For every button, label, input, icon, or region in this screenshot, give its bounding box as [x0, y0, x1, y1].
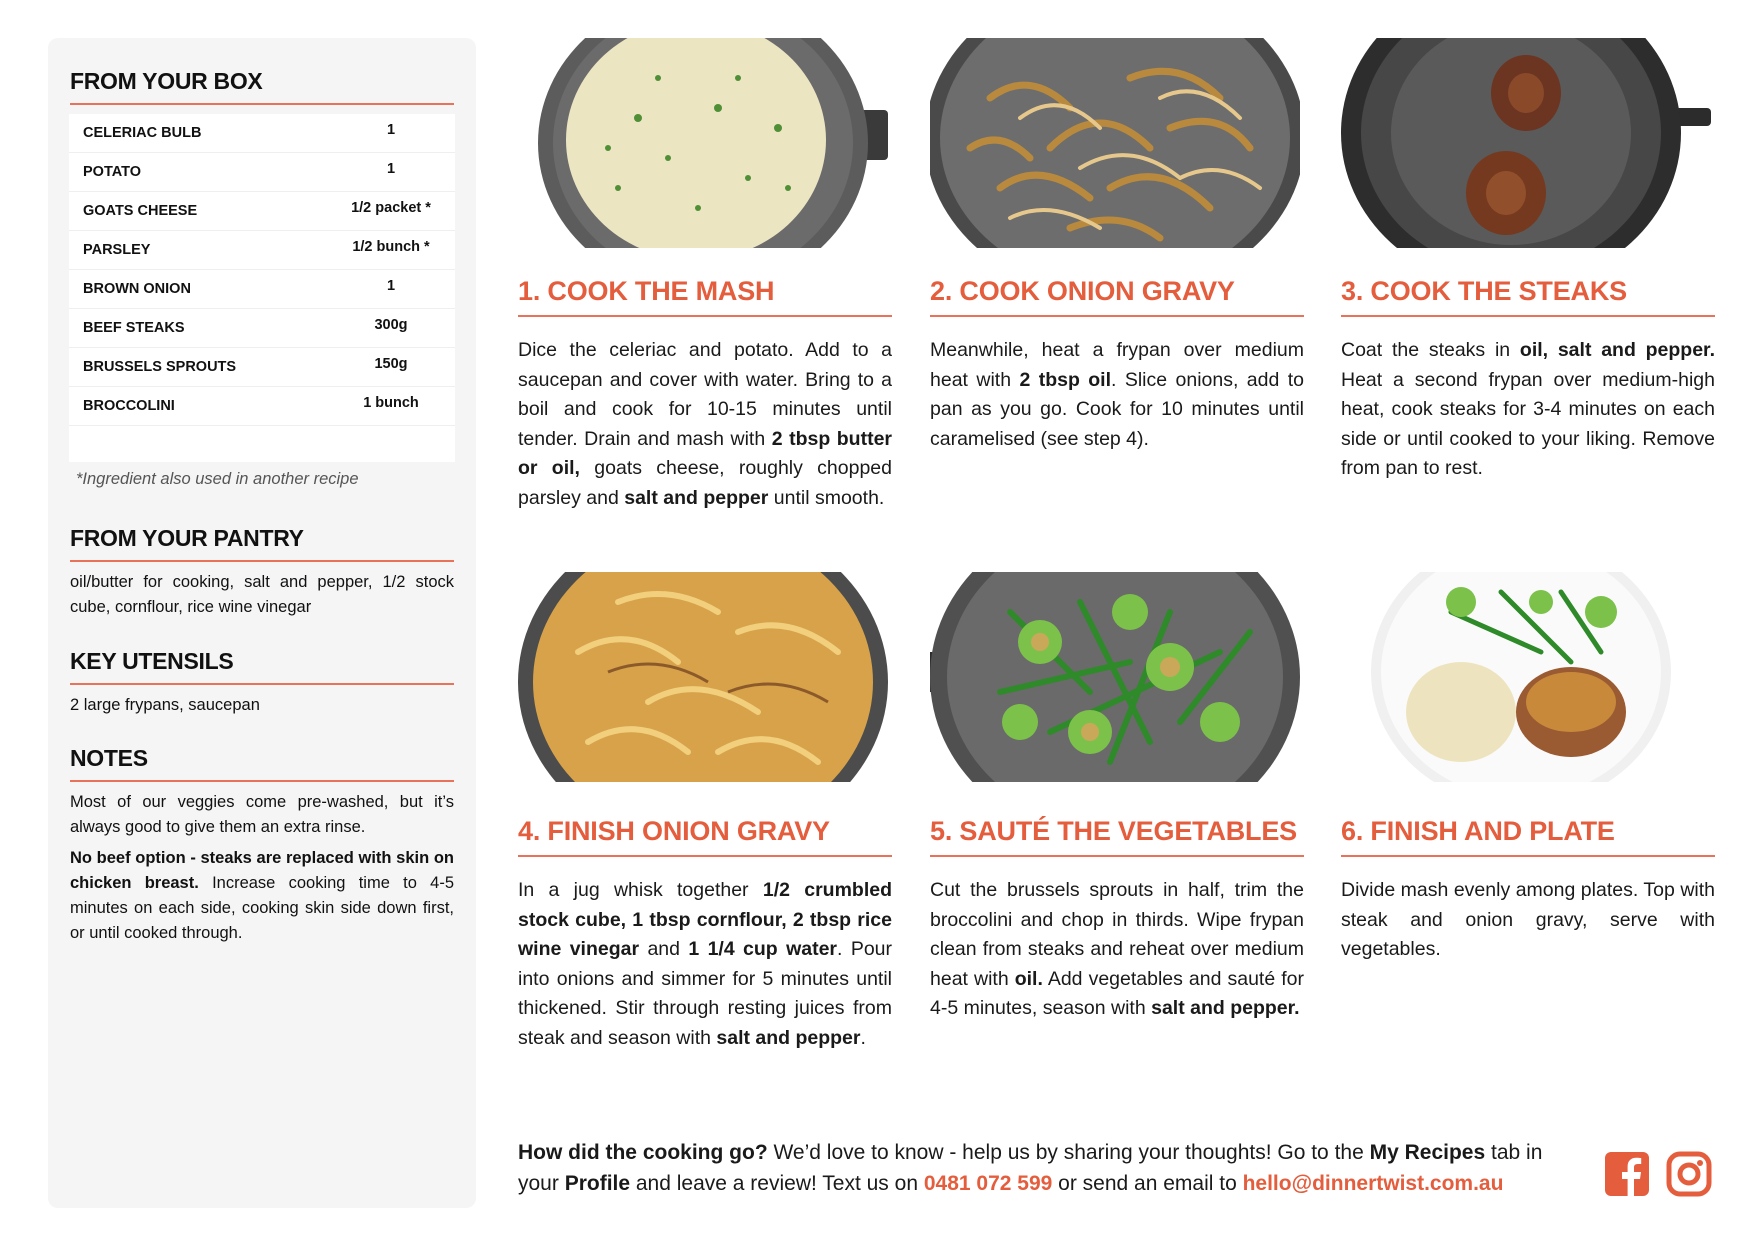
ingredient-row: [69, 387, 455, 426]
instagram-icon[interactable]: [1665, 1150, 1713, 1198]
ingredient-row: [69, 231, 455, 270]
step-5-heading: 5. SAUTÉ THE VEGETABLES: [930, 816, 1304, 857]
ingredient-row: [69, 153, 455, 192]
ingredient-name: BEEF STEAKS: [83, 320, 185, 336]
step-text-bold: oil, salt and pepper.: [1519, 339, 1715, 361]
profile-link[interactable]: Profile: [564, 1172, 631, 1195]
step-text-run: . Pour into onions and simmer for 5 minutes until thickened. Stir through resting juices from steak and season with: [518, 938, 893, 1049]
step-text-run: Add vegetables and sauté for 4-5 minutes, season with: [930, 967, 1304, 1019]
ingredient-name: BRUSSELS SPROUTS: [83, 359, 237, 375]
step-text-bold: salt and pepper.: [1151, 997, 1300, 1019]
key-utensils-heading: KEY UTENSILS: [70, 648, 454, 685]
notes-heading: NOTES: [70, 745, 454, 782]
step-6-photo-plate: [1341, 572, 1711, 782]
ingredient-row: [69, 270, 455, 309]
from-your-box-heading: FROM YOUR BOX: [70, 68, 454, 105]
step-text-run: .: [860, 1026, 866, 1049]
email-link[interactable]: hello@dinnertwist.com.au: [1242, 1172, 1504, 1195]
notes-rest: Increase cooking time to 4-5 minutes on each side, cooking skin side down first, or until cooked through.: [70, 874, 455, 942]
step-1-photo-mash: [518, 38, 888, 248]
step-3-heading: 3. COOK THE STEAKS: [1341, 276, 1715, 317]
notes-text-1: Most of our veggies come pre-washed, but it’s always good to give them an extra rinse.: [70, 793, 454, 836]
ingredient-row: [69, 309, 455, 348]
ingredient-table: [69, 114, 455, 462]
utensils-text: 2 large frypans, saucepan: [70, 696, 260, 714]
step-text-run: Cut the brussels sprouts in half, trim the broccolini and chop in thirds. Wipe frypan clean from steaks and reheat over medium heat with: [930, 879, 1304, 990]
footer-text-3: and leave a review! Text us on: [630, 1172, 924, 1195]
step-text-run: Meanwhile, heat a frypan over medium heat with: [930, 339, 1304, 391]
ingredient-qty: 1: [386, 122, 396, 138]
step-3-text: [1341, 336, 1715, 484]
step-text-bold: salt and pepper: [624, 486, 769, 509]
box-note: *Ingredient also used in another recipe: [76, 470, 359, 488]
ingredient-name: BROCCOLINI: [83, 398, 175, 414]
step-2-photo-onions: [930, 38, 1300, 248]
step-text-bold: 2 tbsp butter or oil,: [518, 427, 893, 479]
pantry-text: oil/butter for cooking, salt and pepper, 1/2 stock cube, cornflour, rice wine vinegar: [70, 573, 454, 616]
step-4-heading: 4. FINISH ONION GRAVY: [518, 816, 892, 857]
step-text-bold: salt and pepper: [716, 1026, 861, 1049]
sidebar: [48, 38, 476, 1208]
footer-text-4: or send an email to: [1052, 1172, 1243, 1195]
ingredient-row: [69, 348, 455, 387]
footer-question: How did the cooking go?: [518, 1141, 768, 1164]
ingredient-qty: 150g: [374, 356, 408, 372]
ingredient-row: [69, 114, 455, 153]
step-text-bold: 1 1/4 cup water: [688, 938, 838, 960]
step-text-run: goats cheese, roughly chopped parsley and: [518, 457, 892, 509]
step-1-text: [518, 336, 892, 513]
ingredient-qty: 300g: [374, 317, 408, 333]
step-1-heading: 1. COOK THE MASH: [518, 276, 892, 317]
step-text-run: Dice the celeriac and potato. Add to a saucepan and cover with water. Bring to a boil and cook for 10-15 minutes until tender. Drain and mash with: [518, 339, 892, 450]
facebook-icon[interactable]: [1603, 1150, 1651, 1198]
ingredient-name: PARSLEY: [83, 242, 151, 258]
phone-link[interactable]: 0481 072 599: [923, 1172, 1053, 1195]
step-text-run: Coat the steaks in: [1341, 339, 1520, 361]
step-text-run: Heat a second frypan over medium-high heat, cook steaks for 3-4 minutes on each side or until cooked to your liking. Remove from pan to rest.: [1341, 368, 1715, 479]
step-6-text: [1341, 876, 1715, 965]
ingredient-name: BROWN ONION: [83, 281, 191, 297]
ingredient-qty: 1: [386, 278, 396, 294]
footer-text-2: tab in your: [518, 1141, 1543, 1195]
step-5-text: [930, 876, 1304, 1024]
ingredient-name: POTATO: [83, 164, 141, 180]
notes-bold: No beef option - steaks are replaced with skin on chicken breast.: [70, 849, 454, 892]
notes-text-2: [70, 846, 454, 946]
step-text-run: Divide mash evenly among plates. Top with steak and onion gravy, serve with vegetables.: [1341, 879, 1715, 960]
step-2-heading: 2. COOK ONION GRAVY: [930, 276, 1304, 317]
ingredient-name: GOATS CHEESE: [83, 203, 198, 219]
step-4-photo-gravy: [518, 572, 888, 782]
step-2-text: [930, 336, 1304, 454]
footer-text-1: We’d love to know - help us by sharing your thoughts! Go to the: [767, 1141, 1370, 1164]
footer-feedback: [518, 1137, 1578, 1199]
step-text-run: until smooth.: [768, 486, 885, 509]
step-text-run: In a jug whisk together: [518, 879, 763, 901]
step-text-run: . Slice onions, add to pan as you go. Cook for 10 minutes until caramelised (see step 4).: [930, 368, 1304, 450]
step-6-heading: 6. FINISH AND PLATE: [1341, 816, 1715, 857]
step-text-bold: oil.: [1014, 967, 1043, 990]
ingredient-name: CELERIAC BULB: [83, 125, 202, 141]
step-text-bold: 1/2 crumbled stock cube, 1 tbsp cornflour, 2 tbsp rice wine vinegar: [518, 879, 892, 960]
ingredient-qty: 1: [386, 161, 396, 177]
step-text-bold: 2 tbsp oil: [1019, 368, 1112, 391]
ingredient-qty: 1 bunch: [363, 395, 419, 411]
step-5-photo-vegetables: [930, 572, 1300, 782]
step-4-text: [518, 876, 892, 1053]
ingredient-qty: 1/2 packet *: [351, 200, 431, 216]
step-3-photo-steaks: [1341, 38, 1711, 248]
ingredient-qty: 1/2 bunch *: [352, 239, 430, 255]
from-your-pantry-heading: FROM YOUR PANTRY: [70, 525, 454, 562]
my-recipes-link[interactable]: My Recipes: [1369, 1141, 1486, 1164]
step-text-run: and: [639, 938, 689, 960]
ingredient-row: [69, 192, 455, 231]
